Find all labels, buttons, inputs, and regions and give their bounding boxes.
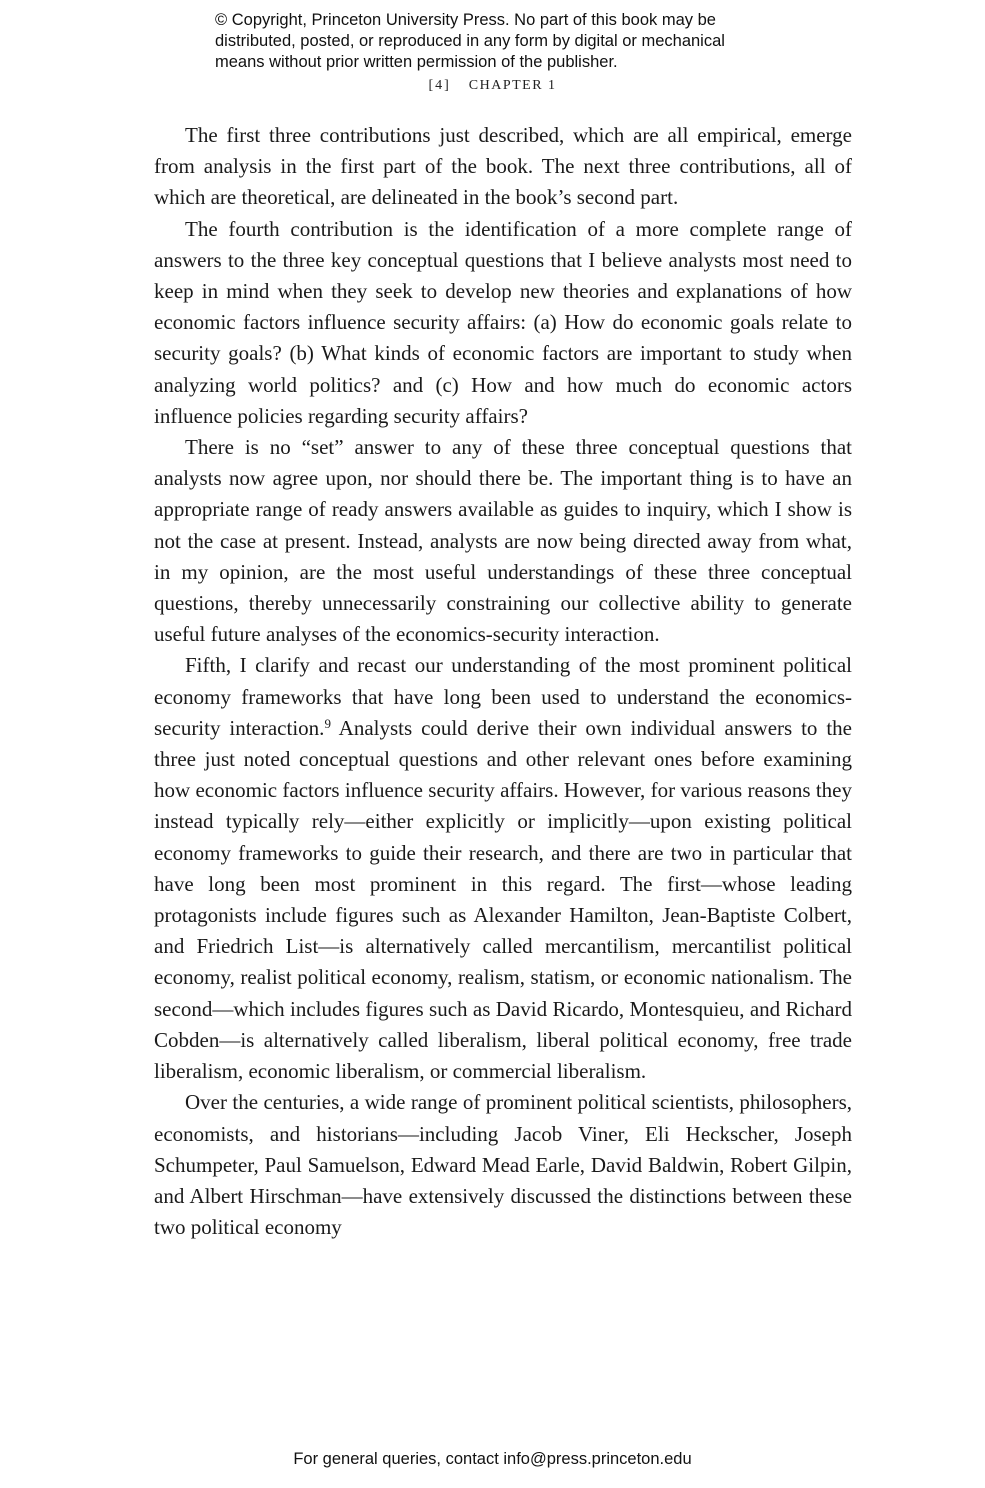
footnote-reference[interactable]: 9 (324, 715, 331, 731)
paragraph-4-text-b: Analysts could derive their own individual answers to the three just noted conceptual questions and other relevant ones before examining how economic factors influence security affairs. However, for various reasons they instead typically rely—either explicitly or implicitly—upon existing political economy frameworks to guide their research, and there are two in particular that have long been most prominent in this regard. The first—whose leading protagonists include figures such as Alexander Hamilton, Jean-Baptiste Colbert, and Friedrich List—is alternatively called mercantilism, mercantilist political economy, realist political economy, realism, statism, or economic nationalism. The second—which includes figures such as David Ricardo, Montesquieu, and Richard Cobden—is alternatively called liberalism, liberal political economy, free trade liberalism, economic liberalism, or commercial liberalism. (154, 715, 852, 1084)
body-text (154, 120, 852, 1243)
footer-contact: For general queries, contact info@press.princeton.edu (293, 1450, 692, 1468)
copyright-line-2: distributed, posted, or reproduced in any form by digital or mechanical (215, 32, 725, 50)
copyright-line-1: © Copyright, Princeton University Press. No part of this book may be (215, 11, 716, 29)
page-number: [4] (428, 78, 451, 93)
paragraph-4-text-a: Fifth, I clarify and recast our understanding of the most prominent political economy frameworks that have long been used to understand the economics-security interaction. (154, 653, 852, 740)
paragraph-2: The fourth contribution is the identification of a more complete range of answers to the three key conceptual questions that I believe analysts most need to keep in mind when they seek to develop new theories and explanations of how economic factors influence security affairs: (a) How do economic goals relate to security goals? (b) What kinds of economic factors are important to study when analyzing world politics? and (c) How and how much do economic actors influence policies regarding security affairs? (154, 216, 852, 428)
paragraph-1: The first three contributions just described, which are all empirical, emerge from analysis in the first part of the book. The next three contributions, all of which are theoretical, are delineated in the book’s second part. (154, 123, 852, 210)
copyright-notice (215, 10, 815, 73)
running-head (0, 78, 985, 94)
copyright-line-3: means without prior written permission of the publisher. (215, 53, 618, 71)
paragraph-5: Over the centuries, a wide range of prominent political scientists, philosophers, economists, and historians—including Jacob Viner, Eli Heckscher, Joseph Schumpeter, Paul Samuelson, Edward Mead Earle, David Baldwin, Robert Gilpin, and Albert Hirschman—have extensively discussed the distinctions between these two political economy (154, 1090, 852, 1240)
paragraph-4 (154, 650, 852, 1087)
paragraph-3: There is no “set” answer to any of these three conceptual questions that analysts now agree upon, nor should there be. The important thing is to have an appropriate range of ready answers available as guides to inquiry, which I show is not the case at present. Instead, analysts are now being directed away from what, in my opinion, are the most useful understandings of these three conceptual questions, thereby unnecessarily constraining our collective ability to generate useful future analyses of the economics-security interaction. (154, 435, 852, 647)
chapter-label: CHAPTER 1 (468, 78, 557, 93)
